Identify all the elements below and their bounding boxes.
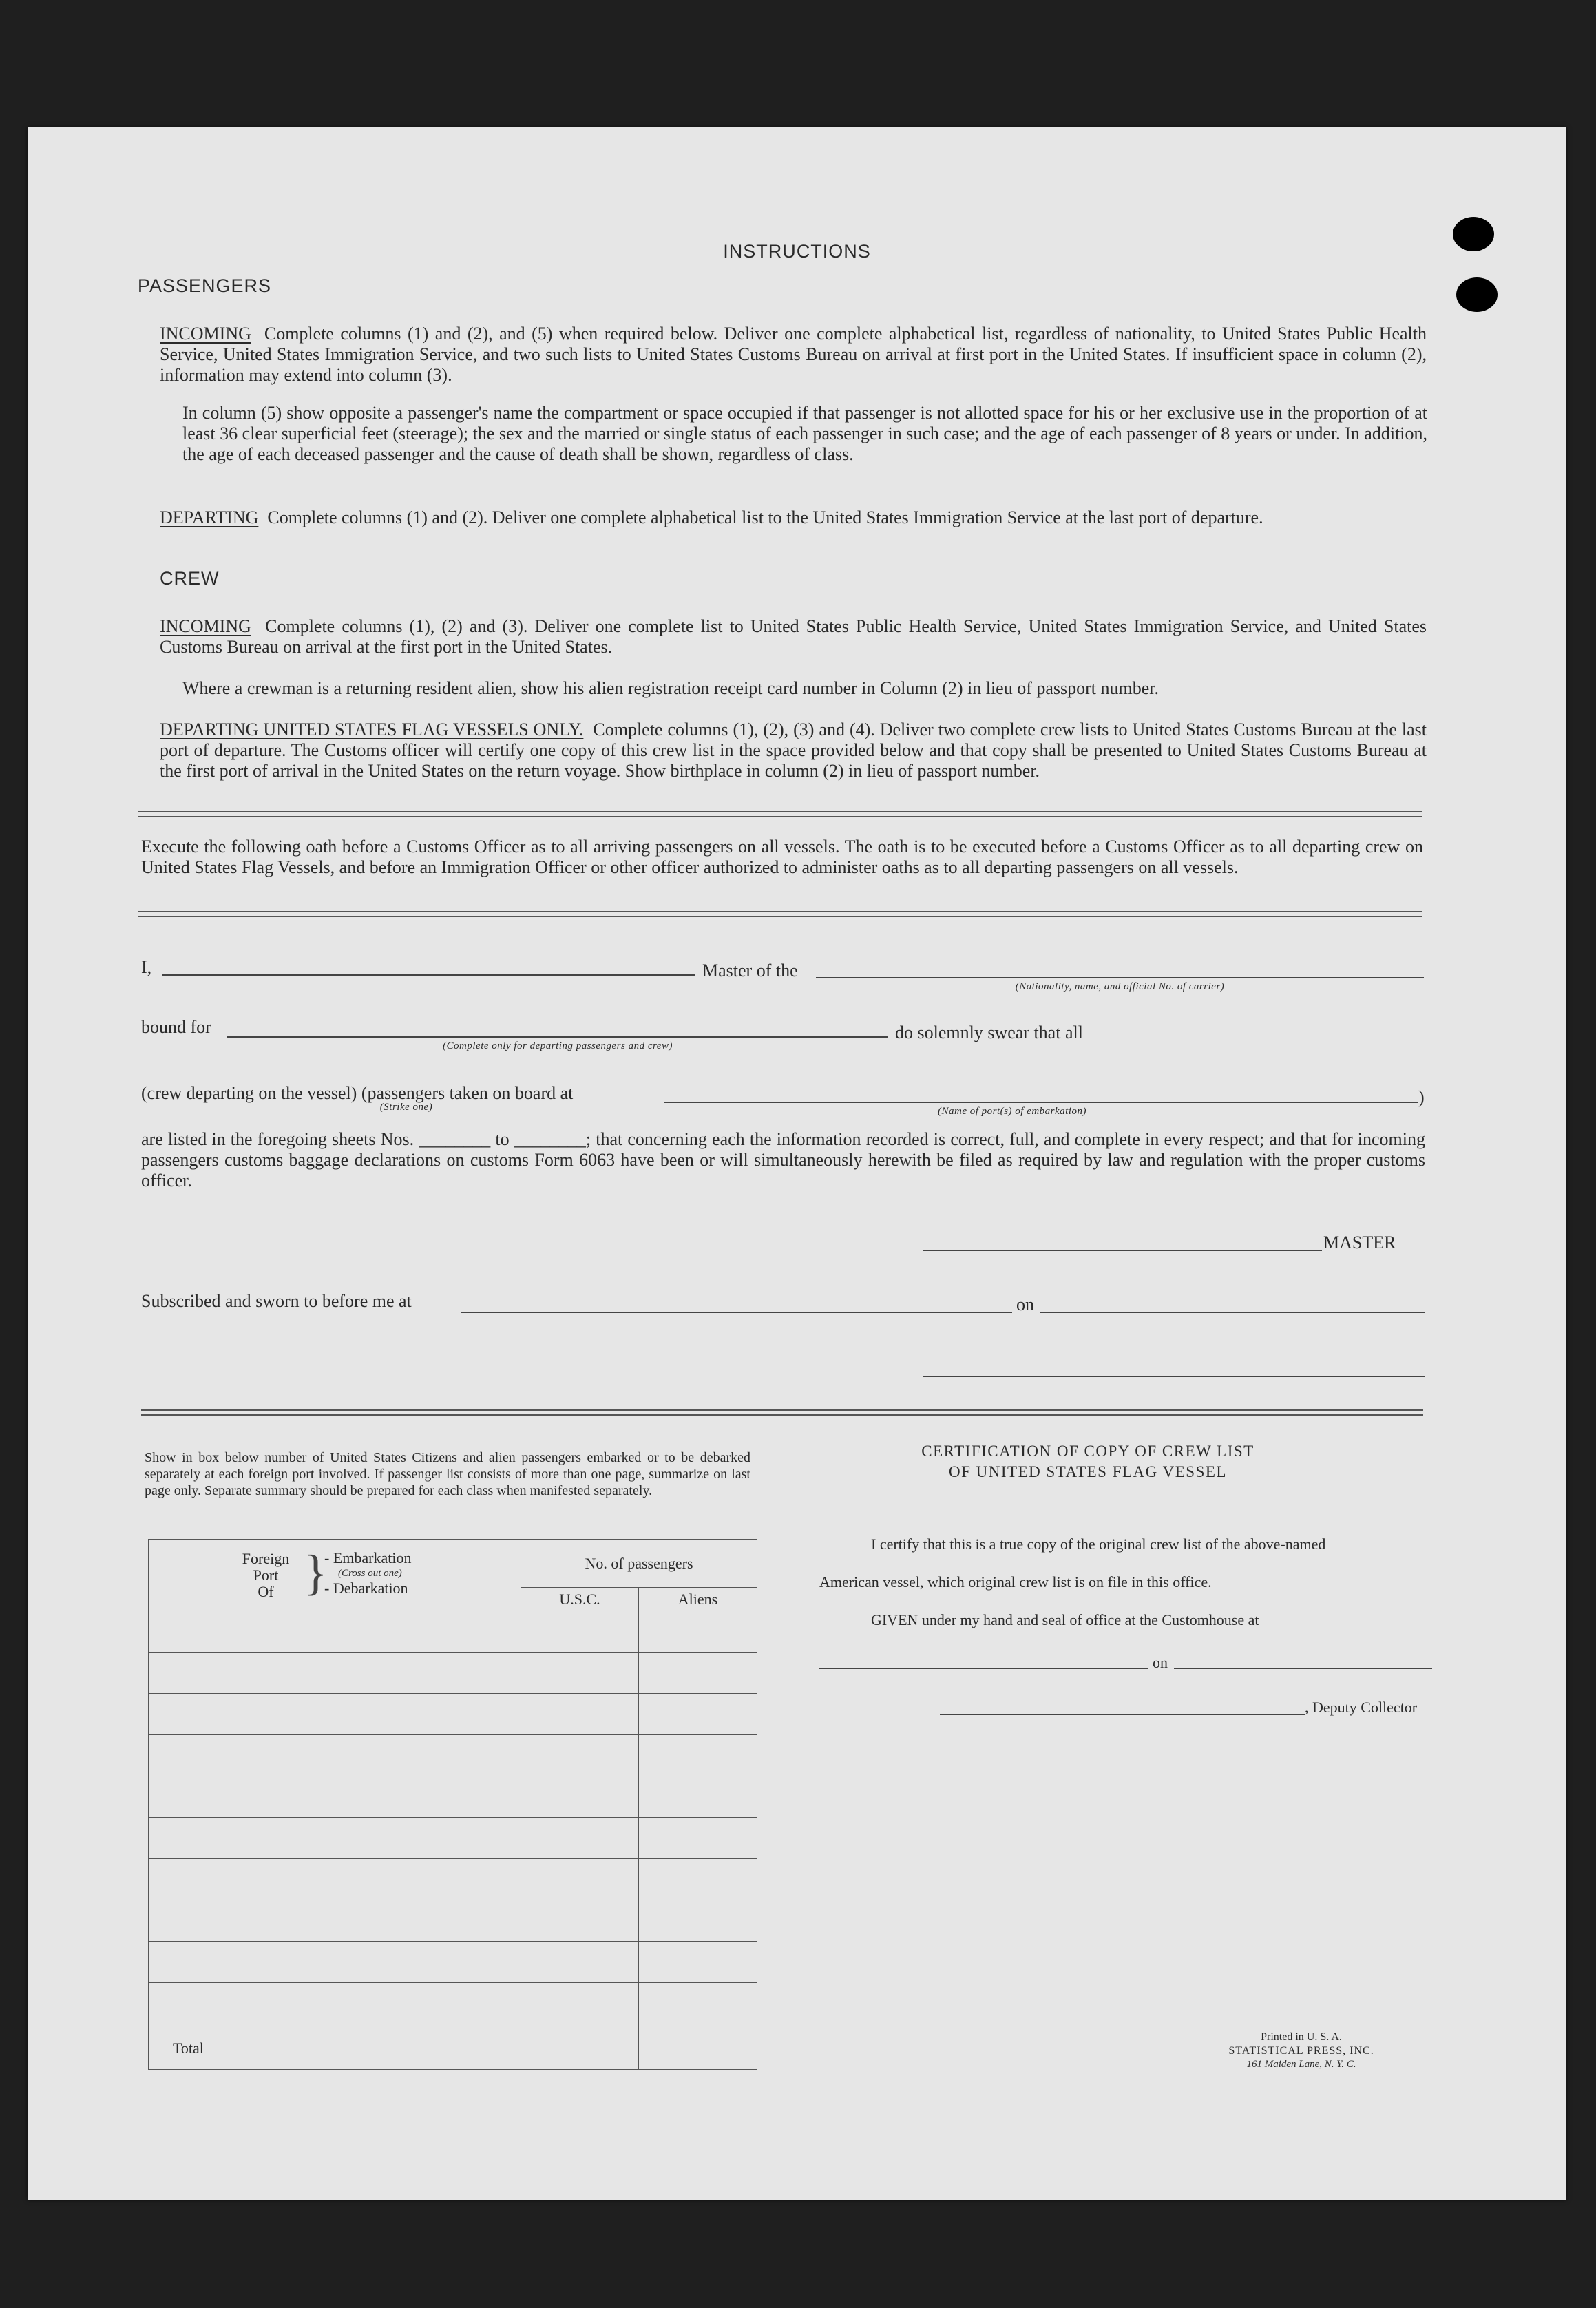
solemnly-swear: do solemnly swear that all (895, 1022, 1083, 1042)
bound-for: bound for (141, 1017, 211, 1037)
given-line: GIVEN under my hand and seal of office at the Customhouse at (871, 1611, 1259, 1628)
sworn-place-field[interactable] (461, 1312, 1012, 1313)
printer-line-1: Printed in U. S. A. (1261, 2031, 1342, 2043)
master-of-the: Master of the (702, 961, 798, 980)
total-label: Total (149, 2024, 521, 2070)
cross-out-note: (Cross out one) (338, 1567, 402, 1579)
master-label: MASTER (1323, 1232, 1396, 1252)
port-cell[interactable] (149, 1900, 521, 1942)
passengers-incoming-label: INCOMING (160, 324, 251, 344)
aliens-cell[interactable] (639, 1735, 757, 1776)
master-name-field[interactable] (162, 974, 695, 976)
passengers-heading: PASSENGERS (138, 275, 272, 296)
aliens-cell[interactable] (639, 1776, 757, 1818)
divider (141, 1409, 1423, 1416)
aliens-cell[interactable] (639, 1818, 757, 1859)
deputy-signature-field[interactable] (940, 1714, 1305, 1715)
port-cell[interactable] (149, 1942, 521, 1983)
aliens-header: Aliens (639, 1588, 757, 1611)
aliens-cell[interactable] (639, 1653, 757, 1694)
punch-hole (1456, 277, 1498, 312)
page-title: INSTRUCTIONS (723, 241, 871, 262)
printer-line-3: 161 Maiden Lane, N. Y. C. (1246, 2059, 1356, 2070)
usc-cell[interactable] (521, 1776, 639, 1818)
table-row (149, 1942, 757, 1983)
usc-cell[interactable] (521, 1859, 639, 1900)
bound-caption: (Complete only for departing passengers and crew) (443, 1040, 673, 1051)
master-signature-field[interactable] (923, 1250, 1322, 1251)
usc-cell[interactable] (521, 1735, 639, 1776)
table-row (149, 1694, 757, 1735)
oath-instruction: Execute the following oath before a Customs Officer as to all arriving passengers on all vessels. The oath is to be executed before a Customs Officer as to all departing crew on United States Flag Vessels, and before an Immigration Officer or other officer authorized to administer oaths as to all departing passengers on all vessels. (141, 837, 1423, 877)
aliens-cell[interactable] (639, 1859, 757, 1900)
customhouse-field[interactable] (819, 1668, 1148, 1669)
usc-total-cell[interactable] (521, 2024, 639, 2070)
port-cell[interactable] (149, 1776, 521, 1818)
table-row (149, 1818, 757, 1859)
subscribed-sworn: Subscribed and sworn to before me at (141, 1291, 412, 1311)
printer-line-2: STATISTICAL PRESS, INC. (1228, 2045, 1374, 2057)
passengers-departing (160, 507, 1427, 528)
summary-instruction: Show in box below number of United States Citizens and alien passengers embarked or to be debarked separately at each foreign port involved. If passenger list consists of more than one page, summarize on last page only. Separate summary should be prepared for each class when manifested separately. (145, 1450, 750, 1498)
bound-for-field[interactable] (227, 1036, 888, 1038)
oath-i: I, (141, 957, 152, 977)
crew-incoming (160, 616, 1427, 658)
aliens-cell[interactable] (639, 1942, 757, 1983)
form-page (28, 127, 1566, 2200)
foreign-label: Foreign (242, 1549, 290, 1567)
usc-cell[interactable] (521, 1694, 639, 1735)
port-summary-table (148, 1539, 757, 2070)
passengers-incoming (160, 324, 1427, 386)
brace-icon: } (304, 1544, 328, 1600)
passengers-column5: In column (5) show opposite a passenger's name the compartment or space occupied if that passenger is not allotted space for his or her exclusive use in the proportion of at least 36 clear superficial feet (steerage); the sex and the married or single status of each passenger in such case; and the age of each passenger of 8 years or under. In addition, the age of each deceased passenger and the cause of death shall be shown, regardless of class. (182, 403, 1427, 464)
sworn-on: on (1016, 1294, 1034, 1314)
debarkation-option[interactable]: - Debarkation (324, 1579, 408, 1597)
usc-cell[interactable] (521, 1983, 639, 2024)
divider (138, 911, 1422, 917)
port-cell[interactable] (149, 1611, 521, 1653)
table-row (149, 1983, 757, 2024)
passengers-departing-text: Complete columns (1) and (2). Deliver one complete alphabetical list to the United States Immigration Service at the last port of departure. (267, 507, 1263, 527)
cert-date-field[interactable] (1174, 1668, 1432, 1669)
crew-departing (160, 720, 1427, 781)
aliens-cell[interactable] (639, 1694, 757, 1735)
divider (138, 811, 1422, 817)
no-passengers-header: No. of passengers (521, 1540, 757, 1588)
aliens-cell[interactable] (639, 1900, 757, 1942)
american-vessel-line: American vessel, which original crew list is on file in this office. (819, 1573, 1212, 1591)
deputy-collector: , Deputy Collector (1305, 1699, 1418, 1716)
crew-departing-text: Complete columns (1), (2), (3) and (4). Deliver two complete crew lists to United States Customs Bureau at the last port of departure. The Customs officer will certify one copy of this crew list in the space provided below and that copy shall be presented to United States Customs Bureau at the first port of arrival in the United States on the return voyage. Show birthplace in column (2) in lieu of passport number. (160, 720, 1427, 781)
usc-header: U.S.C. (521, 1588, 639, 1611)
crew-departing-label: DEPARTING UNITED STATES FLAG VESSELS ONLY. (160, 720, 584, 739)
officer-signature-field[interactable] (923, 1376, 1425, 1377)
port-cell[interactable] (149, 1735, 521, 1776)
crew-incoming-text: Complete columns (1), (2) and (3). Deliver one complete list to United States Public Health Service, United States Immigration Service, and United States Customs Bureau on arrival at the first port in the United States. (160, 616, 1427, 657)
usc-cell[interactable] (521, 1653, 639, 1694)
aliens-cell[interactable] (639, 1983, 757, 2024)
usc-cell[interactable] (521, 1818, 639, 1859)
table-row (149, 1653, 757, 1694)
port-cell[interactable] (149, 1859, 521, 1900)
listed-statement: are listed in the foregoing sheets Nos. ________ to ________; that concerning each the information recorded is correct, full, and complete in every respect; and that for incoming passengers customs baggage declarations on customs Form 6063 have been or will simultaneously herewith be filed as required by law and regulation with the proper customs officer. (141, 1129, 1425, 1190)
close-paren: ) (1418, 1087, 1425, 1107)
of-label: Of (258, 1582, 274, 1600)
passengers-incoming-text: Complete columns (1) and (2), and (5) when required below. Deliver one complete alphabetical list, regardless of nationality, to United States Public Health Service, United States Immigration Service, and two such lists to United States Customs Bureau on arrival at first port in the United States. If insufficient space in column (2), information may extend into column (3). (160, 324, 1427, 385)
embarkation-option[interactable]: - Embarkation (324, 1549, 412, 1566)
port-header-cell (149, 1540, 521, 1611)
carrier-caption: (Nationality, name, and official No. of carrier) (1015, 981, 1225, 992)
certification-title-2: OF UNITED STATES FLAG VESSEL (949, 1463, 1227, 1480)
usc-cell[interactable] (521, 1900, 639, 1942)
port-label: Port (253, 1566, 279, 1584)
cert-on: on (1153, 1654, 1168, 1671)
certification-title-1: CERTIFICATION OF COPY OF CREW LIST (921, 1442, 1254, 1460)
port-cell[interactable] (149, 1818, 521, 1859)
table-row (149, 1900, 757, 1942)
crew-resident-note: Where a crewman is a returning resident alien, show his alien registration receipt card number in Column (2) in lieu of passport number. (182, 678, 1159, 698)
embarkation-ports-field[interactable] (664, 1102, 1418, 1103)
table-row (149, 1776, 757, 1818)
carrier-field[interactable] (816, 977, 1424, 978)
usc-cell[interactable] (521, 1942, 639, 1983)
port-cell[interactable] (149, 1983, 521, 2024)
usc-cell[interactable] (521, 1611, 639, 1653)
crew-departing-strike: (crew departing on the vessel) (passengers taken on board at (141, 1083, 574, 1103)
strike-one-caption: (Strike one) (379, 1102, 433, 1113)
passengers-departing-label: DEPARTING (160, 507, 259, 527)
certify-line: I certify that this is a true copy of the original crew list of the above-named (871, 1535, 1326, 1553)
crew-heading: CREW (160, 568, 220, 589)
table-row (149, 1735, 757, 1776)
total-row (149, 2024, 757, 2070)
table-row (149, 1611, 757, 1653)
crew-incoming-label: INCOMING (160, 616, 251, 636)
ports-caption: (Name of port(s) of embarkation) (938, 1106, 1086, 1117)
table-row (149, 1859, 757, 1900)
port-cell[interactable] (149, 1653, 521, 1694)
sworn-date-field[interactable] (1040, 1312, 1425, 1313)
port-cell[interactable] (149, 1694, 521, 1735)
aliens-cell[interactable] (639, 1611, 757, 1653)
aliens-total-cell[interactable] (639, 2024, 757, 2070)
